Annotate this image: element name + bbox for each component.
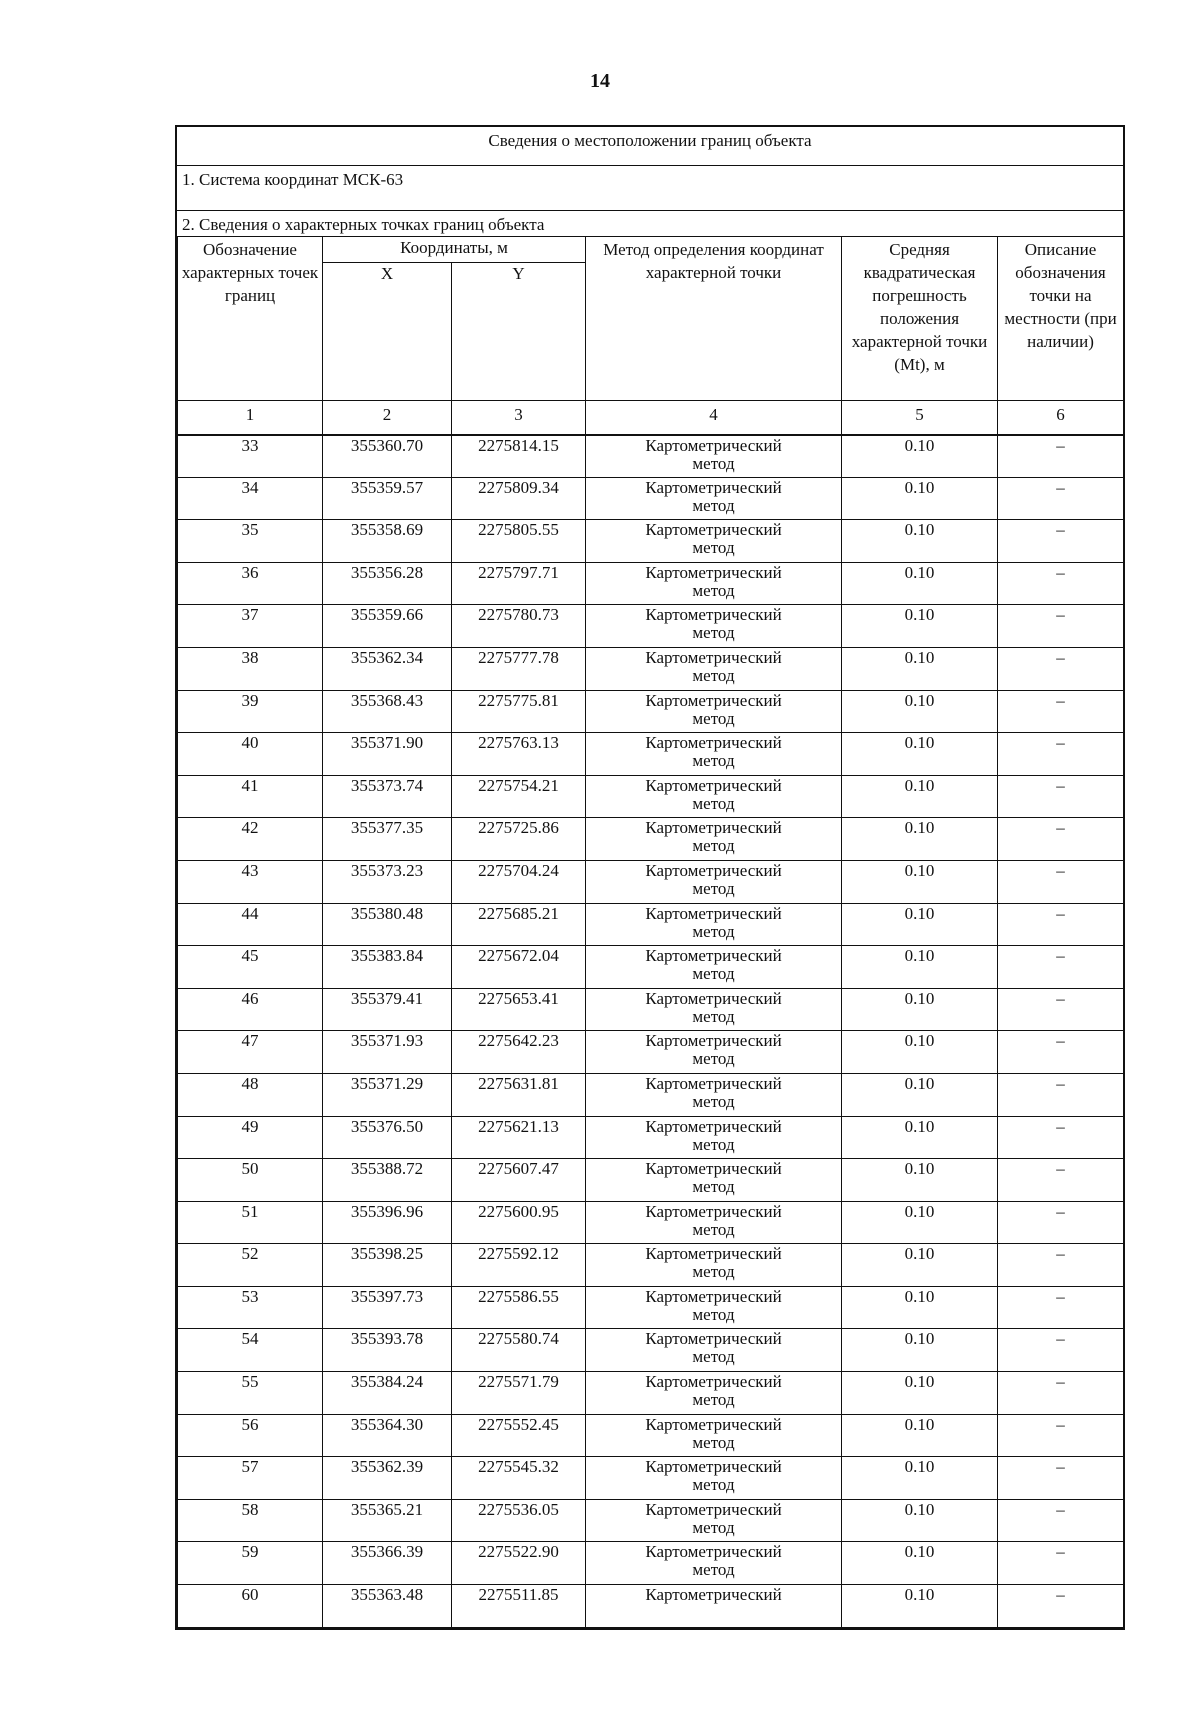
point-cell: 39 [178,690,323,733]
x-cell: 355368.43 [323,690,452,733]
page-number: 14 [590,70,610,92]
x-cell: 355362.34 [323,647,452,690]
table-row [178,647,1124,690]
table-row [178,1329,1124,1372]
table-row [178,988,1124,1031]
point-cell: 42 [178,818,323,861]
method-line-1: Картометрический [645,435,782,455]
method-line-1: Картометрический [645,605,782,625]
method-cell [586,690,842,733]
error-cell: 0.10 [842,1542,998,1585]
method-line-2: метод [692,1219,735,1239]
y-cell: 2275511.85 [452,1585,586,1628]
method-cell [586,1031,842,1074]
point-cell: 54 [178,1329,323,1372]
x-cell: 355359.66 [323,605,452,648]
method-line-1: Картометрический [645,775,782,795]
method-line-1: Картометрический [645,1073,782,1093]
column-number: 3 [452,401,586,435]
x-cell: 355383.84 [323,946,452,989]
header-y: Y [452,263,586,401]
method-line-2: метод [692,1390,735,1410]
y-cell: 2275552.45 [452,1414,586,1457]
point-cell: 59 [178,1542,323,1585]
description-cell: – [998,775,1124,818]
point-cell: 48 [178,1073,323,1116]
column-number: 2 [323,401,452,435]
form-title: Сведения о местоположении границ объекта [177,127,1123,166]
point-cell: 38 [178,647,323,690]
method-cell [586,1542,842,1585]
description-cell: – [998,860,1124,903]
table-row [178,1116,1124,1159]
table-row [178,860,1124,903]
method-line-1: Картометрический [645,690,782,710]
x-cell: 355373.74 [323,775,452,818]
method-cell [586,946,842,989]
table-row [178,1244,1124,1287]
error-cell: 0.10 [842,1073,998,1116]
x-cell: 355373.23 [323,860,452,903]
y-cell: 2275809.34 [452,477,586,520]
description-cell: – [998,1159,1124,1202]
method-line-2: метод [692,665,735,685]
point-cell: 56 [178,1414,323,1457]
error-cell: 0.10 [842,435,998,478]
method-cell [586,860,842,903]
table-row [178,1201,1124,1244]
method-line-2: метод [692,1177,735,1197]
description-cell: – [998,1414,1124,1457]
x-cell: 355393.78 [323,1329,452,1372]
description-cell: – [998,1031,1124,1074]
table-row [178,605,1124,648]
x-cell: 355365.21 [323,1499,452,1542]
x-cell: 355366.39 [323,1542,452,1585]
description-cell: – [998,1073,1124,1116]
method-line-1: Картометрический [645,1372,782,1392]
coordinate-system: 1. Система координат МСК-63 [177,166,1123,211]
column-number: 5 [842,401,998,435]
description-cell: – [998,1286,1124,1329]
description-cell: – [998,946,1124,989]
error-cell: 0.10 [842,1116,998,1159]
table-row [178,946,1124,989]
x-cell: 355388.72 [323,1159,452,1202]
description-cell: – [998,733,1124,776]
y-cell: 2275571.79 [452,1372,586,1415]
point-cell: 35 [178,520,323,563]
y-cell: 2275642.23 [452,1031,586,1074]
y-cell: 2275672.04 [452,946,586,989]
table-body [178,435,1124,1628]
boundary-info-form [175,125,1125,1630]
method-cell [586,1073,842,1116]
table-row [178,1372,1124,1415]
y-cell: 2275600.95 [452,1201,586,1244]
table-row [178,562,1124,605]
error-cell: 0.10 [842,647,998,690]
method-cell [586,647,842,690]
description-cell: – [998,435,1124,478]
y-cell: 2275545.32 [452,1457,586,1500]
method-cell [586,435,842,478]
method-line-1: Картометрический [645,1457,782,1477]
error-cell: 0.10 [842,562,998,605]
table-row [178,690,1124,733]
boundary-points-table [177,236,1124,1628]
table-row [178,1585,1124,1628]
method-line-2: метод [692,921,735,941]
point-cell: 58 [178,1499,323,1542]
y-cell: 2275653.41 [452,988,586,1031]
method-line-1: Картометрический [645,860,782,880]
column-number: 6 [998,401,1124,435]
method-line-2: метод [692,538,735,558]
error-cell: 0.10 [842,1499,998,1542]
error-cell: 0.10 [842,520,998,563]
y-cell: 2275586.55 [452,1286,586,1329]
table-row [178,1542,1124,1585]
method-line-2: метод [692,1134,735,1154]
table-row [178,1159,1124,1202]
method-line-1: Картометрический [645,1499,782,1519]
error-cell: 0.10 [842,1201,998,1244]
method-line-2: метод [692,1049,735,1069]
error-cell: 0.10 [842,605,998,648]
table-row [178,1414,1124,1457]
y-cell: 2275536.05 [452,1499,586,1542]
method-cell [586,1286,842,1329]
method-line-1: Картометрический [645,818,782,838]
method-line-1: Картометрический [645,903,782,923]
section-title: 2. Сведения о характерных точках границ объекта [182,215,545,234]
y-cell: 2275797.71 [452,562,586,605]
method-cell [586,1414,842,1457]
y-cell: 2275775.81 [452,690,586,733]
y-cell: 2275621.13 [452,1116,586,1159]
method-line-2: метод [692,1475,735,1495]
method-line-1: Картометрический [645,1585,782,1605]
table-row [178,1286,1124,1329]
x-cell: 355371.93 [323,1031,452,1074]
header-error: Средняя квадратическая погрешность положения характерной точки (Mt), м [842,237,998,401]
method-line-2: метод [692,1517,735,1537]
method-cell [586,1244,842,1287]
description-cell: – [998,1244,1124,1287]
header-point-designation: Обозначение характерных точек границ [178,237,323,401]
x-cell: 355360.70 [323,435,452,478]
error-cell: 0.10 [842,477,998,520]
x-cell: 355384.24 [323,1372,452,1415]
header-coordinates: Координаты, м [323,237,586,263]
point-cell: 45 [178,946,323,989]
error-cell: 0.10 [842,988,998,1031]
point-cell: 51 [178,1201,323,1244]
point-cell: 52 [178,1244,323,1287]
point-cell: 53 [178,1286,323,1329]
method-cell [586,1201,842,1244]
method-line-1: Картометрический [645,1286,782,1306]
y-cell: 2275631.81 [452,1073,586,1116]
method-line-2: метод [692,1347,735,1367]
point-cell: 46 [178,988,323,1031]
y-cell: 2275607.47 [452,1159,586,1202]
description-cell: – [998,1329,1124,1372]
x-cell: 355358.69 [323,520,452,563]
header-description: Описание обозначения точки на местности (при наличии) [998,237,1124,401]
x-cell: 355362.39 [323,1457,452,1500]
y-cell: 2275805.55 [452,520,586,563]
method-line-2: метод [692,453,735,473]
column-numbers-row [178,401,1124,435]
point-cell: 55 [178,1372,323,1415]
x-cell: 355359.57 [323,477,452,520]
method-cell [586,477,842,520]
description-cell: – [998,1372,1124,1415]
method-line-1: Картометрический [645,520,782,540]
method-line-1: Картометрический [645,562,782,582]
description-cell: – [998,988,1124,1031]
description-cell: – [998,1457,1124,1500]
table-row [178,1073,1124,1116]
point-cell: 47 [178,1031,323,1074]
error-cell: 0.10 [842,946,998,989]
point-cell: 40 [178,733,323,776]
y-cell: 2275592.12 [452,1244,586,1287]
error-cell: 0.10 [842,1372,998,1415]
point-cell: 33 [178,435,323,478]
x-cell: 355377.35 [323,818,452,861]
x-cell: 355371.29 [323,1073,452,1116]
method-line-2: метод [692,580,735,600]
method-cell [586,988,842,1031]
x-cell: 355363.48 [323,1585,452,1628]
point-cell: 60 [178,1585,323,1628]
method-cell [586,1372,842,1415]
method-line-2: метод [692,708,735,728]
method-line-2: метод [692,836,735,856]
table-row [178,903,1124,946]
method-line-1: Картометрический [645,1329,782,1349]
method-line-1: Картометрический [645,1201,782,1221]
y-cell: 2275725.86 [452,818,586,861]
x-cell: 355379.41 [323,988,452,1031]
description-cell: – [998,818,1124,861]
error-cell: 0.10 [842,1585,998,1628]
method-line-1: Картометрический [645,1542,782,1562]
method-cell [586,818,842,861]
method-cell [586,733,842,776]
method-line-1: Картометрический [645,988,782,1008]
error-cell: 0.10 [842,1159,998,1202]
method-line-2: метод [692,1091,735,1111]
method-cell [586,1585,842,1628]
description-cell: – [998,562,1124,605]
method-line-2: метод [692,964,735,984]
table-row [178,775,1124,818]
table-row [178,477,1124,520]
method-line-1: Картометрический [645,477,782,497]
error-cell: 0.10 [842,860,998,903]
x-cell: 355364.30 [323,1414,452,1457]
table-row [178,1031,1124,1074]
method-cell [586,520,842,563]
point-cell: 50 [178,1159,323,1202]
error-cell: 0.10 [842,1286,998,1329]
y-cell: 2275814.15 [452,435,586,478]
description-cell: – [998,1542,1124,1585]
method-cell [586,1499,842,1542]
error-cell: 0.10 [842,1031,998,1074]
description-cell: – [998,520,1124,563]
table-row [178,1457,1124,1500]
description-cell: – [998,1116,1124,1159]
y-cell: 2275777.78 [452,647,586,690]
method-line-2: метод [692,1262,735,1282]
error-cell: 0.10 [842,1329,998,1372]
point-cell: 44 [178,903,323,946]
error-cell: 0.10 [842,690,998,733]
point-cell: 34 [178,477,323,520]
method-line-1: Картометрический [645,647,782,667]
method-line-1: Картометрический [645,1116,782,1136]
method-line-2: метод [692,1432,735,1452]
method-line-1: Картометрический [645,1244,782,1264]
table-row [178,1499,1124,1542]
method-cell [586,1159,842,1202]
description-cell: – [998,690,1124,733]
description-cell: – [998,1201,1124,1244]
point-cell: 49 [178,1116,323,1159]
x-cell: 355398.25 [323,1244,452,1287]
description-cell: – [998,1585,1124,1628]
method-line-2: метод [692,1006,735,1026]
error-cell: 0.10 [842,775,998,818]
table-row [178,733,1124,776]
point-cell: 43 [178,860,323,903]
description-cell: – [998,903,1124,946]
method-line-1: Картометрический [645,733,782,753]
table-row [178,818,1124,861]
method-line-2: метод [692,878,735,898]
y-cell: 2275685.21 [452,903,586,946]
point-cell: 41 [178,775,323,818]
method-line-1: Картометрический [645,1159,782,1179]
method-line-1: Картометрический [645,1414,782,1434]
x-cell: 355356.28 [323,562,452,605]
method-line-1: Картометрический [645,1031,782,1051]
method-cell [586,903,842,946]
x-cell: 355380.48 [323,903,452,946]
description-cell: – [998,477,1124,520]
error-cell: 0.10 [842,818,998,861]
error-cell: 0.10 [842,1457,998,1500]
description-cell: – [998,1499,1124,1542]
description-cell: – [998,605,1124,648]
error-cell: 0.10 [842,903,998,946]
error-cell: 0.10 [842,733,998,776]
column-number: 4 [586,401,842,435]
point-cell: 57 [178,1457,323,1500]
table-row [178,435,1124,478]
error-cell: 0.10 [842,1414,998,1457]
header-method: Метод определения координат характерной точки [586,237,842,401]
method-line-2: метод [692,623,735,643]
method-line-2: метод [692,793,735,813]
error-cell: 0.10 [842,1244,998,1287]
y-cell: 2275704.24 [452,860,586,903]
method-cell [586,1457,842,1500]
table-row [178,520,1124,563]
x-cell: 355376.50 [323,1116,452,1159]
y-cell: 2275780.73 [452,605,586,648]
y-cell: 2275754.21 [452,775,586,818]
header-x: X [323,263,452,401]
method-cell [586,605,842,648]
column-number: 1 [178,401,323,435]
description-cell: – [998,647,1124,690]
x-cell: 355371.90 [323,733,452,776]
method-line-2: метод [692,751,735,771]
y-cell: 2275522.90 [452,1542,586,1585]
method-cell [586,1116,842,1159]
y-cell: 2275763.13 [452,733,586,776]
point-cell: 37 [178,605,323,648]
y-cell: 2275580.74 [452,1329,586,1372]
method-line-1: Картометрический [645,946,782,966]
method-cell [586,1329,842,1372]
method-cell [586,775,842,818]
x-cell: 355396.96 [323,1201,452,1244]
method-line-2: метод [692,1304,735,1324]
x-cell: 355397.73 [323,1286,452,1329]
method-line-2: метод [692,495,735,515]
method-line-2: метод [692,1560,735,1580]
method-cell [586,562,842,605]
point-cell: 36 [178,562,323,605]
